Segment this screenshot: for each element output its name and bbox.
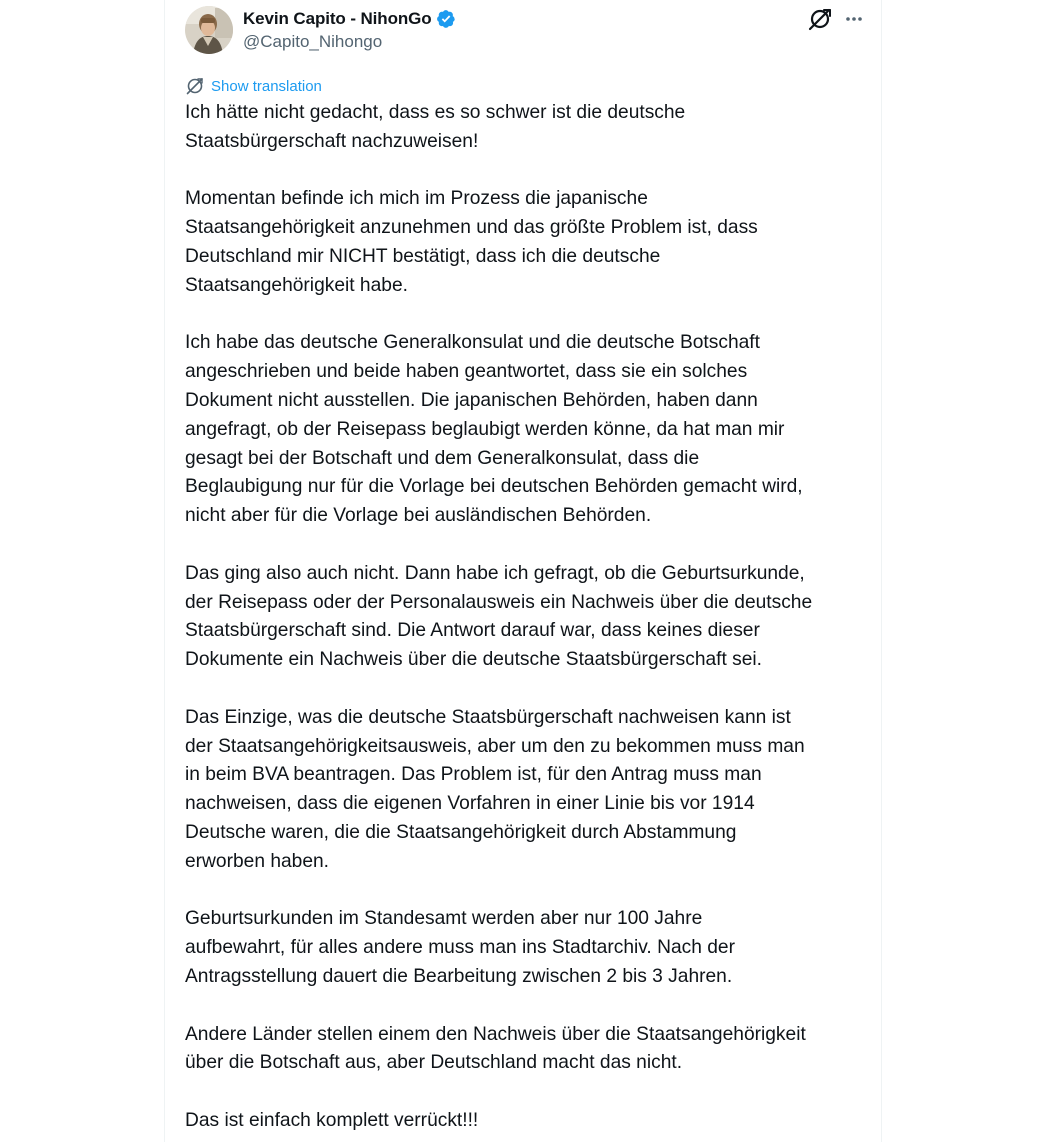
avatar-image bbox=[185, 6, 233, 54]
tweet-paragraph-4: Das ging also auch nicht. Dann habe ich gefragt, ob die Geburtsurkunde, der Reisepass oder der Personalausweis ein Nachweis über die deutsche Staatsbürgerschaft sind. Die Antwort darauf war, dass keines dieser Dokumente ein Nachweis über die deutsche Staatsbürgerschaft sei. bbox=[185, 562, 813, 671]
author-block bbox=[243, 8, 456, 52]
show-translation-link[interactable] bbox=[185, 76, 322, 96]
tweet-paragraph-3: Ich habe das deutsche Generalkonsulat und die deutsche Botschaft angeschrieben und beide haben geantwortet, dass sie ein solches Dokument nicht ausstellen. Die japanischen Behörden, haben dann angefragt, ob der Reisepass beglaubigt werden könne, da hat man mir gesagt bei der Botschaft und dem Generalkonsulat, dass die Beglaubigung nur für die Vorlage bei deutschen Behörden gemacht wird, nicht aber für die Vorlage bei ausländischen Behörden. bbox=[185, 332, 803, 527]
tweet-column bbox=[164, 0, 882, 1142]
grok-icon[interactable] bbox=[807, 6, 833, 32]
tweet-paragraph-6: Geburtsurkunden im Standesamt werden aber nur 100 Jahre aufbewahrt, für alles andere muss man ins Stadtarchiv. Nach der Antragsstellung dauert die Bearbeitung zwischen 2 bis 3 Jahren. bbox=[185, 908, 735, 987]
tweet-paragraph-1: Ich hätte nicht gedacht, dass es so schwer ist die deutsche Staatsbürgerschaft nachzuweisen! bbox=[185, 102, 686, 152]
avatar[interactable] bbox=[185, 6, 233, 54]
tweet-paragraph-5: Das Einzige, was die deutsche Staatsbürgerschaft nachweisen kann ist der Staatsangehörigkeitsausweis, aber um den zu bekommen muss man in beim BVA beantragen. Das Problem ist, für den Antrag muss man nachweisen, dass die eigenen Vorfahren in einer Linie bis vor 1914 Deutsche waren, die die Staatsangehörigkeit durch Abstammung erworben haben. bbox=[185, 706, 805, 872]
handle[interactable]: @Capito_Nihongo bbox=[243, 32, 383, 51]
name-row bbox=[243, 8, 456, 30]
tweet-paragraph-7: Andere Länder stellen einem den Nachweis über die Staatsangehörigkeit über die Botschaft aus, aber Deutschland macht das nicht. bbox=[185, 1023, 806, 1074]
verified-badge-icon[interactable] bbox=[436, 9, 456, 29]
more-icon[interactable] bbox=[841, 6, 867, 32]
tweet-header bbox=[165, 0, 881, 60]
tweet-text bbox=[185, 99, 875, 1136]
show-translation-label[interactable]: Show translation bbox=[211, 77, 322, 95]
display-name[interactable]: Kevin Capito - NihonGo bbox=[243, 9, 432, 28]
translate-icon bbox=[185, 76, 205, 96]
tweet-paragraph-8: Das ist einfach komplett verrückt!!! bbox=[185, 1109, 479, 1131]
tweet-paragraph-2: Momentan befinde ich mich im Prozess die japanische Staatsangehörigkeit anzunehmen und das größte Problem ist, dass Deutschland mir NICHT bestätigt, dass ich die deutsche Staatsangehörigkeit habe. bbox=[185, 188, 758, 296]
